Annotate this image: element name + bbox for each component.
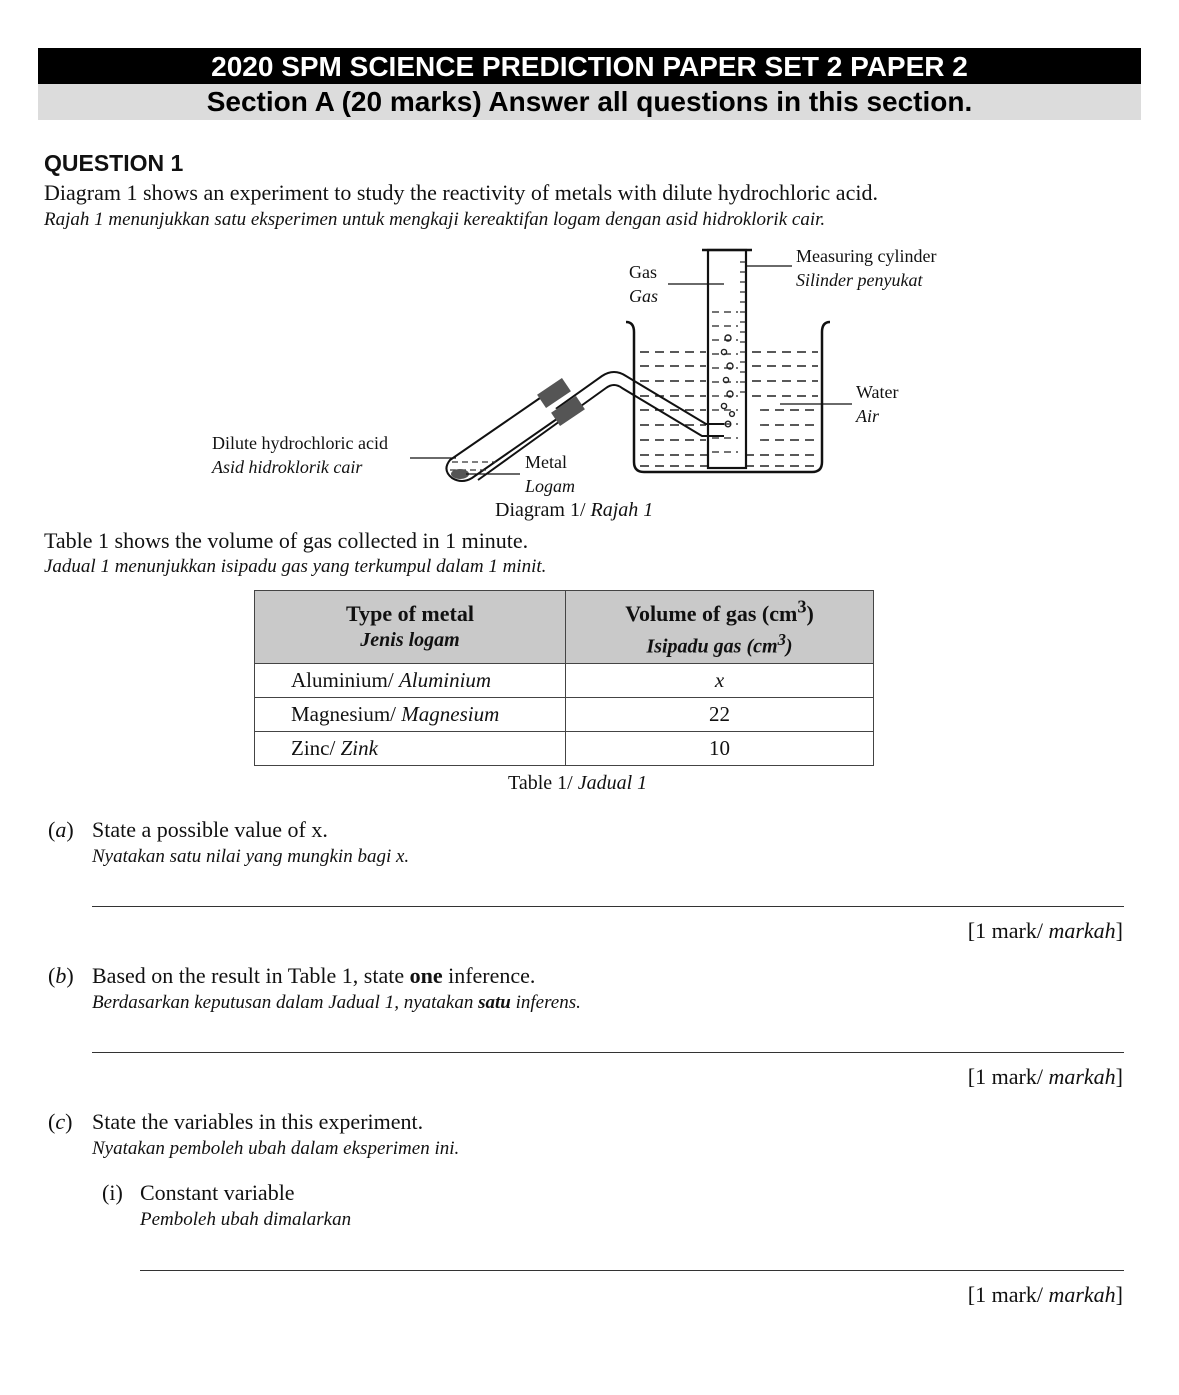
experiment-diagram (0, 240, 1179, 515)
part-c-question (48, 1109, 423, 1135)
volume-value: x (714, 667, 725, 692)
part-a-letter: a (55, 817, 67, 842)
question-heading: QUESTION 1 (44, 150, 184, 176)
part-a-marks (968, 918, 1123, 944)
volume-cell: 10 (566, 731, 874, 765)
part-a-answer-line[interactable] (92, 906, 1124, 907)
part-c-label: (c) (48, 1109, 73, 1134)
header-col2-my-text: Isipadu gas (cm (646, 635, 778, 658)
part-c-i-marks (968, 1282, 1123, 1308)
part-a-en: State a possible value of x. (92, 817, 328, 842)
header-col2-en-close: ) (806, 601, 814, 627)
metal-cell (255, 731, 566, 765)
header-volume-of-gas (566, 591, 874, 664)
question-intro-my: Rajah 1 menunjukkan satu eksperimen untuk mengkaji kereaktifan logam dengan asid hidroklorik cair. (44, 209, 826, 230)
part-b-en-bold: one (409, 963, 443, 988)
part-c-i-marks-en: [1 mark/ (967, 1282, 1049, 1307)
table-intro-my: Jadual 1 menunjukkan isipadu gas yang terkumpul dalam 1 minit. (44, 556, 547, 577)
header-col2-en-sup: 3 (797, 597, 807, 617)
part-b-question (48, 963, 535, 989)
part-b-marks-en: [1 mark/ (967, 1064, 1049, 1089)
question-intro-en: Diagram 1 shows an experiment to study the reactivity of metals with dilute hydrochloric acid. (44, 180, 878, 205)
part-c-my: Nyatakan pemboleh ubah dalam eksperimen ini. (92, 1138, 460, 1159)
metal-en: Zinc/ (291, 735, 341, 760)
part-b-en-pre: Based on the result in Table 1, state (92, 963, 410, 988)
section-instruction: Section A (20 marks) Answer all questions in this section. (38, 84, 1141, 120)
metal-cell (255, 663, 566, 697)
part-a-label: (a) (48, 817, 74, 842)
part-a-my: Nyatakan satu nilai yang mungkin bagi x. (92, 846, 410, 867)
table-row (255, 663, 874, 697)
label-metal-my: Logam (525, 476, 576, 496)
header-col2-en (625, 597, 814, 627)
part-c-i-marks-my: markah (1048, 1282, 1116, 1307)
part-c-i-answer-line[interactable] (140, 1270, 1124, 1271)
header-type-of-metal (255, 591, 566, 664)
table-caption (508, 772, 647, 795)
table-intro-en: Table 1 shows the volume of gas collected in 1 minute. (44, 528, 529, 553)
part-b-marks (968, 1064, 1123, 1090)
diagram-caption (495, 499, 653, 522)
part-c-letter: c (55, 1109, 66, 1134)
part-b-my-post: inferens. (510, 992, 581, 1013)
table-header-row (255, 591, 874, 664)
part-c-i-label: (i) (102, 1180, 123, 1205)
part-b-letter: b (55, 963, 67, 988)
part-b-my-bold: satu (478, 992, 511, 1013)
metal-en: Aluminium/ (291, 667, 399, 692)
label-acid-en: Dilute hydrochloric acid (212, 433, 388, 453)
paper-title: 2020 SPM SCIENCE PREDICTION PAPER SET 2 PAPER 2 (38, 48, 1141, 84)
metal-en: Magnesium/ (291, 701, 402, 726)
header-col2-my-sup: 3 (777, 630, 786, 650)
header-col1-en: Type of metal (346, 600, 474, 626)
header-col2-my (572, 627, 867, 660)
part-a-marks-my: markah (1048, 918, 1116, 943)
table-row (255, 697, 874, 731)
label-gas-my: Gas (629, 286, 659, 306)
header-col1-my: Jenis logam (360, 628, 460, 651)
label-cylinder-en: Measuring cylinder (796, 246, 937, 266)
table-row (255, 731, 874, 765)
label-cylinder-my: Silinder penyukat (796, 270, 923, 290)
diagram-caption-my: Rajah 1 (590, 499, 654, 521)
table-caption-en: Table 1/ (508, 772, 578, 794)
part-b-en (92, 963, 535, 988)
metal-my: Aluminium (398, 667, 492, 692)
part-b-my (92, 992, 581, 1014)
part-b-en-post: inference. (442, 963, 536, 988)
part-c-i-en: Constant variable (140, 1180, 295, 1205)
part-b-answer-line[interactable] (92, 1052, 1124, 1053)
part-a-marks-en: [1 mark/ (967, 918, 1049, 943)
part-c-i-marks-close: ] (1115, 1282, 1123, 1307)
label-water-my: Air (856, 406, 880, 426)
metal-cell (255, 697, 566, 731)
volume-cell (566, 663, 874, 697)
header-col2-my-close: ) (785, 635, 793, 658)
part-a-question (48, 817, 328, 843)
part-b-my-pre: Berdasarkan keputusan dalam Jadual 1, nyatakan (92, 992, 479, 1013)
part-c-i-my: Pemboleh ubah dimalarkan (140, 1209, 352, 1230)
part-b-label: (b) (48, 963, 74, 988)
metal-my: Magnesium (401, 701, 500, 726)
table-caption-my: Jadual 1 (577, 772, 648, 794)
gas-volume-table (254, 590, 874, 766)
header-col2-en-text: Volume of gas (cm (625, 601, 798, 627)
part-b-marks-my: markah (1048, 1064, 1116, 1089)
label-metal-en: Metal (525, 452, 567, 472)
label-gas-en: Gas (629, 262, 657, 282)
part-a-marks-close: ] (1115, 918, 1123, 943)
label-water-en: Water (856, 382, 899, 402)
metal-my: Zink (340, 735, 378, 760)
diagram-caption-en: Diagram 1/ (495, 499, 591, 521)
label-acid-my: Asid hidroklorik cair (212, 457, 363, 477)
volume-cell: 22 (566, 697, 874, 731)
part-c-i (102, 1180, 295, 1206)
part-b-marks-close: ] (1115, 1064, 1123, 1089)
part-c-en: State the variables in this experiment. (92, 1109, 424, 1134)
